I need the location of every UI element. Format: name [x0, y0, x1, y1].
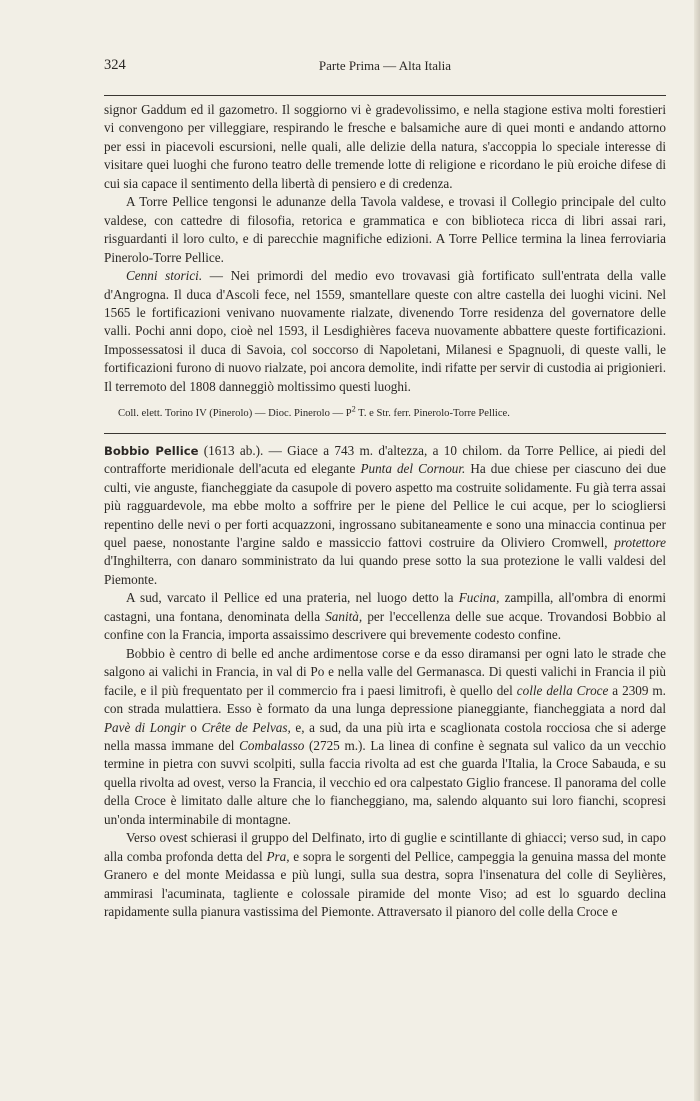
- paragraph-panorama: Verso ovest schierasi il gruppo del Delfinato, irto di guglie e scintillante di ghiacci; verso sud, in capo alla comba profonda detta del Pra, e sopra le sorgenti del Pellice, campeggia la genuina massa del monte Granero e del monte Meidassa e più lungi, sulla sua destra, sopra l'insenatura del colle di Seylières, ammirasi l'acuminata, tagliente e colossale piramide del monte Viso; ad est lo sguardo declina rapidamente sulla pianura vastissima del Piemonte. Attraversato il pianoro del colle della Croce e: [104, 830, 667, 920]
- section-divider: [104, 433, 666, 434]
- paragraph-fucina: A sud, varcato il Pellice ed una prateria, nel luogo detto la Fucina, zampilla, all'ombra di enormi castagni, una fontana, denominata della Sanità, per l'eccellenza delle sue acque. Trovandosi Bobbio al confine con la Francia, importa assaissimo descrivere qui brevemente codesto confine.: [104, 590, 666, 643]
- town-name-bobbio-pellice: Bobbio Pellice: [104, 443, 199, 458]
- section-lead-cenni-storici: Cenni storici.: [126, 268, 203, 284]
- paragraph-tavola-valdese: A Torre Pellice tengonsi le adunanze della Tavola valdese, e trovasi il Collegio principale del culto valdese, con cattedre di filosofia, retorica e grammatica e con biblioteca ricca di libri assai rari, risguardanti il loro culto, e di parecchie magnifiche edizioni. A Torre Pellice termina la linea ferroviaria Pinerolo-Torre Pellice.: [104, 194, 666, 265]
- paragraph-cenni-storici: Cenni storici. — Nei primordi del medio evo trovavasi già fortificato sull'entrata della valle d'Angrogna. Il duca d'Ascoli fece, nel 1559, smantellare queste con altre castella dei luoghi vicini. Nel 1565 le fortificazioni venivano nuovamente rialzate, divenendo Torre residenza del governatore delle valli. Pochi anni dopo, cioè nel 1593, il Lesdighières faceva nuovamente abbattere queste fortificazioni. Impossessatosi il duca di Savoia, col soccorso di Napoletani, Milanesi e Spagnuoli, di queste valli, le fortificazioni furono di nuovo rialzate, poi ancora demolite, indi rifatte per servir di custodia ai prigionieri. Il terremoto del 1808 danneggiò moltissimo questi luoghi.: [104, 268, 666, 394]
- info-line-torre-pellice: Coll. elett. Torino IV (Pinerolo) — Dioc. Pinerolo — $P^2$ T. e Str. ferr. Pinerolo-Torre Pellice.: [118, 404, 510, 420]
- page-number: 324: [104, 57, 126, 73]
- paragraph-colle-della-croce: Bobbio è centro di belle ed anche ardimentose corse e da esso diramansi per ogni lato le strade che salgono ai valichi in Francia, in val di Po e nella valle del Germanasca. Di questi valichi in Francia il più facile, e il più frequentato per il commercio fra i paesi limitrofi, è quello del colle della Croce a 2309 m. con strada mulattiera. Esso è formato da una lunga depressione pianeggiante, fiancheggiata a nord dal Pavè di Longir o Crête de Pelvas, e, a sud, da una più irta e scaglionata costola rocciosa che si aderge nella massa immane del Combalasso (2725 m.). La linea di confine è segnata sul valico da un vecchio termine in pietra con suvvi scolpiti, sulla faccia rivolta ad est che guarda l'Italia, la Croce Sabauda, e su quella rivolta ad ovest, verso la Francia, il vecchio ed ora calpestato Giglio francese. Il panorama del colle della Croce è limitato dalle alture che lo fiancheggiano, ma, salendo alquanto sui loro fianchi, scopresi un'onda interminabile di montagne.: [104, 645, 667, 827]
- header-rule: [104, 95, 666, 96]
- page-body: [104, 101, 666, 921]
- paragraph-soggiorno: signor Gaddum ed il gazometro. Il soggiorno vi è gradevolissimo, e nella stagione estiva molti forestieri vi convengono per villeggiare, respirando le fresche e balsamiche aure di quei monti e andando attorno per essi in piacevoli escursioni, nelle quali, alle delizie della natura, s'accoppia lo speciale interesse di visitare quei luoghi che furono teatro delle tremende lotte di religione e ricordano le più eroiche difese di cui sia capace il sentimento della libertà di pensiero e di credenza.: [104, 102, 666, 191]
- paragraph-bobbio-pellice: Bobbio Pellice (1613 ab.). — Giace a 743 m. d'altezza, a 10 chilom. da Torre Pellice, ai piedi del contrafforte meridionale dell'acuta ed elegante Punta del Cornour. Ha due chiese per ciascuno dei due culti, vie anguste, fiancheggiate da casupole di povero aspetto ma costruite solidamente. Fu già terra assai più ragguardevole, ma ebbe molto a soffrire per le piene del Pellice le cui acque, per lo sciogliersi repentino delle nevi o per forti acquazzoni, ingrossano subitaneamente e sono una minaccia continua per quel paese, nonostante l'argine saldo e massiccio fattovi costruire da Oliviero Cromwell, protettore d'Inghilterra, con danaro somministrato da lui quando prese sotto la sua protezione le valli valdesi del Piemonte.: [104, 442, 666, 587]
- page-header: [104, 57, 666, 79]
- running-title: Parte Prima — Alta Italia: [318, 58, 452, 73]
- page-edge-shadow: [694, 0, 700, 1101]
